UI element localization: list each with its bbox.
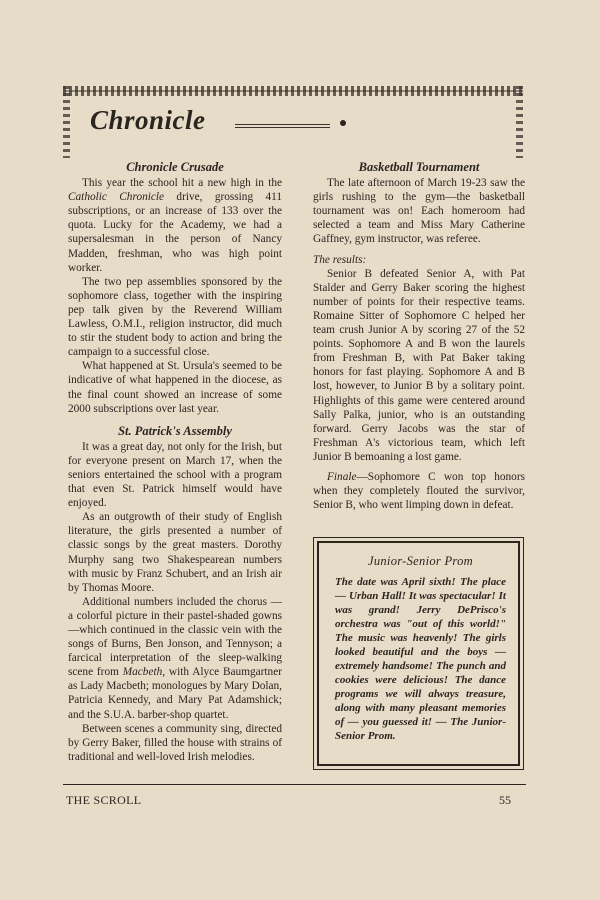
text-run: drive, grossing 411 subscriptions, or an increase of 133 over the quota. Lucky for the Academy, we had a supersalesman in the person of Nancy Madden, freshman, who was high point worker. — [68, 191, 282, 274]
paragraph: What happened at St. Ursula's seemed to be indicative of what happened in the diocese, as the final count showed an increase of some 2000 subscriptions over last year. — [68, 360, 282, 415]
text-run: Additional numbers included the chorus —a colorful picture in their pastel-shaded gowns—which continued in the classic vein with the songs of Burns, Ben Jonson, and Tennyson; a farcical interpretation of the sleep-walking scene from — [68, 595, 282, 679]
text-run: —Sophomore C won top honors when they completely flouted the survivor, Senior B, who went limping down in defeat. — [313, 470, 525, 512]
page-number: 55 — [499, 793, 511, 807]
paragraph: Between scenes a community sing, directed by Gerry Baker, filled the house with strains of traditional and well-loved Irish melodies. — [68, 722, 282, 763]
paragraph — [313, 470, 525, 512]
publication-name: Catholic Chronicle — [68, 191, 165, 204]
title-decorative-dot — [340, 120, 346, 126]
section-title-st-patricks-assembly: St. Patrick's Assembly — [118, 423, 232, 438]
frame-right-border — [516, 86, 523, 158]
paragraph — [68, 176, 282, 275]
results-label: The results: — [313, 253, 367, 266]
text-run: This year the school hit a new high in the — [82, 177, 282, 190]
paragraph: The two pep assemblies sponsored by the sophomore class, together with the inspiring pep talk given by the Reverend William Lawless, O.M.I., religion instructor, did much to stir the student body to action and bring the campaign to a successful close. — [68, 275, 282, 359]
play-title: Macbeth, — [122, 666, 166, 679]
paragraph: It was a great day, not only for the Irish, but for everyone present on March 17, when the seniors entertained the school with a program that even St. Patrick himself would have enjoyed. — [68, 440, 282, 510]
finale-label: Finale — [327, 470, 357, 483]
publication-name-footer: THE SCROLL — [66, 793, 142, 807]
right-column — [313, 160, 525, 512]
prom-text: The date was April sixth! The place — Urban Hall! It was spectacular! It was grand! Jerry DePrisco's orchestra was "out of this world!" The music was heavenly! The girls looked beautiful and the boys — extremely handsome! The punch and cookies were delicious! The dance programs we will always treasure, along with many pleasant memories of — you guessed it! — The Junior-Senior Prom. — [335, 576, 506, 742]
paragraph: The late afternoon of March 19-23 saw the girls rushing to the gym—the basketball tournament was on! Each homeroom had selected a team and Miss Mary Catherine Gaffney, gym instructor, was referee. — [313, 177, 525, 246]
paragraph: As an outgrowth of their study of English literature, the girls presented a number of classic songs by the great masters. Dorothy Murphy sang two Shakespearean numbers with music by Franz Schubert, and an Irish air by Thomas Moore. — [68, 511, 282, 594]
footer-rule — [63, 784, 526, 785]
section-title-chronicle-crusade: Chronicle Crusade — [126, 160, 224, 174]
page-title: Chronicle — [90, 105, 206, 135]
left-column — [68, 160, 282, 764]
prom-title: Junior-Senior Prom — [367, 554, 474, 568]
paragraph: Senior B defeated Senior A, with Pat Stalder and Gerry Baker scoring the highest number of points for their respective teams. Romaine Sitter of Sophomore C helped her team crush Junior A by scoring 27 of the 52 points. Sophomore A and B won the laurels from Freshman B, with Pat Baker taking honors for fast playing. Sophomore A and B lost, however, to Junior B by a solitary point. Highlights of this game were centered around Sally Palka, junior, who is an outstanding forward. Gerry Jacobs was the star of Freshman A's victorious team, which left Junior B bemoaning a lost game. — [313, 267, 525, 463]
frame-top-rule — [63, 90, 523, 92]
prom-sidebar-box — [313, 537, 524, 770]
section-title-basketball-tournament: Basketball Tournament — [358, 160, 480, 174]
paragraph — [68, 595, 282, 722]
prom-box-inner — [317, 541, 520, 766]
frame-left-border — [63, 86, 70, 158]
title-decorative-line — [235, 124, 330, 128]
text-run: with Alyce Baumgartner as Lady Macbeth; monologues by Mary Dolan, Patricia Kennedy, and Mary Pat Adamshick; and the S.U.A. barber-shop quartet. — [68, 666, 282, 721]
